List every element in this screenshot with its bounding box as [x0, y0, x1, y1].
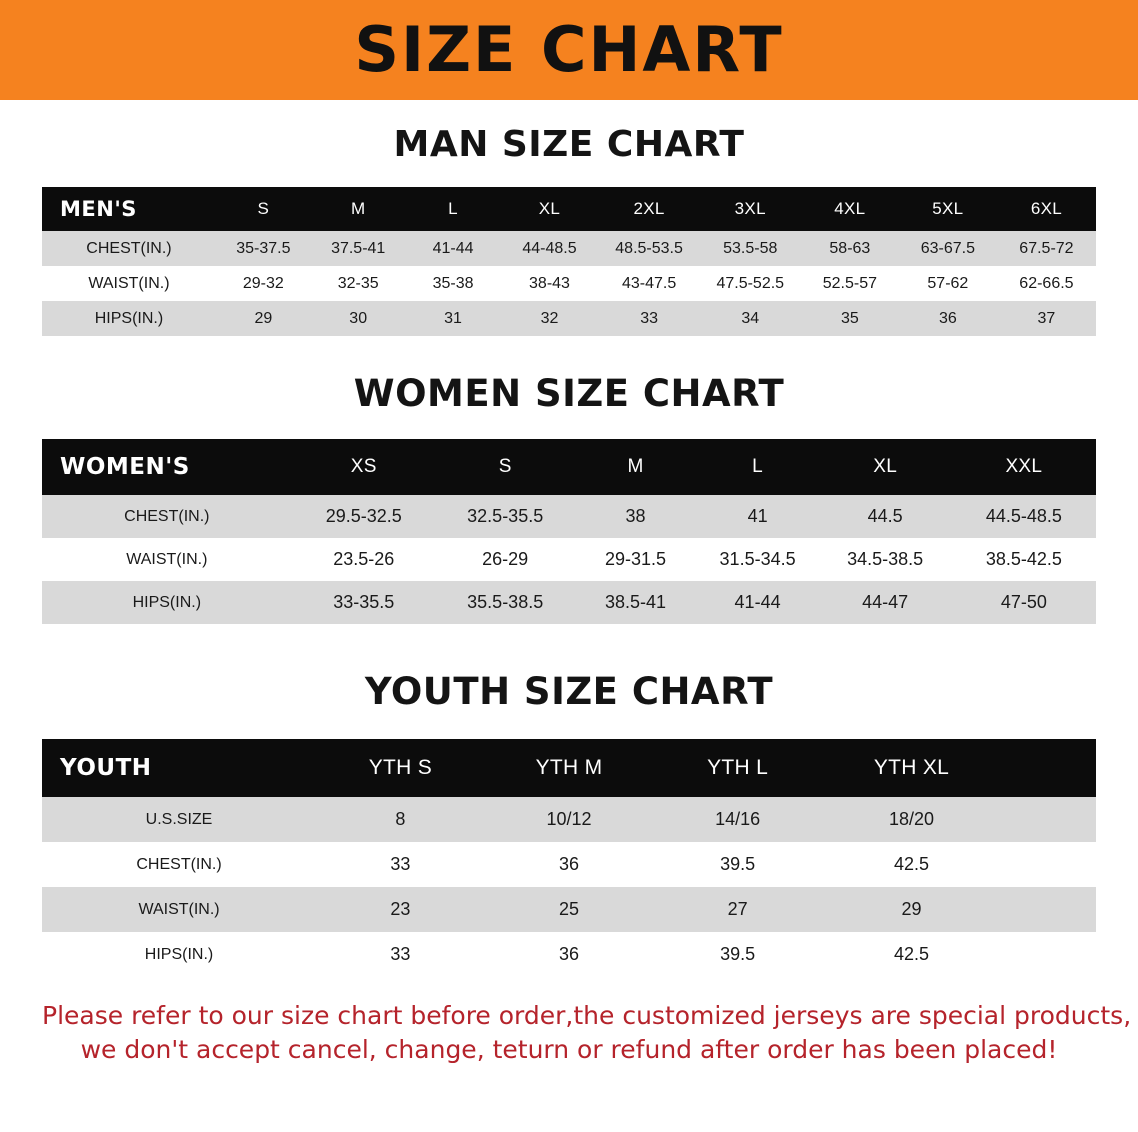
youth-cell: 23	[316, 887, 485, 932]
men-header-cell: 5XL	[899, 187, 997, 231]
men-cell: 52.5-57	[801, 266, 899, 301]
men-header-cell: L	[406, 187, 501, 231]
men-cell: 35-37.5	[216, 231, 311, 266]
women-cell: 44.5-48.5	[952, 495, 1096, 538]
youth-cell: 39.5	[653, 842, 822, 887]
men-cell: 32-35	[311, 266, 406, 301]
table-row	[42, 932, 1096, 977]
men-cell: 63-67.5	[899, 231, 997, 266]
youth-cell-spacer	[1001, 797, 1096, 842]
men-cell: 57-62	[899, 266, 997, 301]
women-cell: 44.5	[819, 495, 952, 538]
men-cell: 30	[311, 301, 406, 336]
page-title: SIZE CHART	[354, 13, 784, 86]
table-row	[42, 797, 1096, 842]
men-cell: 37	[997, 301, 1096, 336]
youth-cell: 25	[485, 887, 654, 932]
women-cell: 33-35.5	[292, 581, 436, 624]
youth-header-cell: YOUTH	[42, 739, 316, 797]
women-header-cell: WOMEN'S	[42, 439, 292, 495]
women-cell: 32.5-35.5	[436, 495, 575, 538]
page-banner	[0, 0, 1138, 100]
youth-cell: 33	[316, 842, 485, 887]
women-cell: 34.5-38.5	[819, 538, 952, 581]
women-cell: 44-47	[819, 581, 952, 624]
men-cell: 35-38	[406, 266, 501, 301]
men-cell: 43-47.5	[599, 266, 700, 301]
women-cell: 29-31.5	[575, 538, 697, 581]
men-header-cell: 2XL	[599, 187, 700, 231]
youth-row-label: CHEST(IN.)	[42, 842, 316, 887]
men-cell: 41-44	[406, 231, 501, 266]
disclaimer-line-2: we don't accept cancel, change, teturn or refund after order has been placed!	[80, 1034, 1058, 1064]
youth-cell: 36	[485, 932, 654, 977]
women-header-cell: S	[436, 439, 575, 495]
men-cell: 35	[801, 301, 899, 336]
women-cell: 29.5-32.5	[292, 495, 436, 538]
women-cell: 41-44	[697, 581, 819, 624]
men-header-cell: 6XL	[997, 187, 1096, 231]
men-cell: 37.5-41	[311, 231, 406, 266]
women-header-cell: L	[697, 439, 819, 495]
table-row	[42, 266, 1096, 301]
youth-cell-spacer	[1001, 887, 1096, 932]
men-cell: 32	[500, 301, 598, 336]
men-cell: 29	[216, 301, 311, 336]
table-row	[42, 301, 1096, 336]
men-row-label: CHEST(IN.)	[42, 231, 216, 266]
men-row-label: HIPS(IN.)	[42, 301, 216, 336]
men-cell: 34	[700, 301, 801, 336]
youth-header-cell: YTH L	[653, 739, 822, 797]
women-header-cell: XXL	[952, 439, 1096, 495]
women-cell: 38	[575, 495, 697, 538]
table-row	[42, 842, 1096, 887]
youth-cell: 33	[316, 932, 485, 977]
women-table-wrap	[0, 439, 1138, 624]
men-cell: 38-43	[500, 266, 598, 301]
table-header-row	[42, 187, 1096, 231]
youth-table-wrap	[0, 739, 1138, 977]
women-cell: 26-29	[436, 538, 575, 581]
youth-cell: 14/16	[653, 797, 822, 842]
youth-row-label: U.S.SIZE	[42, 797, 316, 842]
women-cell: 38.5-42.5	[952, 538, 1096, 581]
disclaimer-line-1: Please refer to our size chart before order,the customized jerseys are special products,	[42, 1001, 1132, 1030]
men-cell: 48.5-53.5	[599, 231, 700, 266]
men-cell: 67.5-72	[997, 231, 1096, 266]
men-table-wrap	[0, 187, 1138, 336]
women-cell: 47-50	[952, 581, 1096, 624]
women-row-label: WAIST(IN.)	[42, 538, 292, 581]
women-header-cell: M	[575, 439, 697, 495]
youth-cell: 8	[316, 797, 485, 842]
men-header-cell: 4XL	[801, 187, 899, 231]
youth-cell-spacer	[1001, 842, 1096, 887]
men-cell: 29-32	[216, 266, 311, 301]
women-row-label: HIPS(IN.)	[42, 581, 292, 624]
men-header-cell: S	[216, 187, 311, 231]
men-cell: 36	[899, 301, 997, 336]
women-row-label: CHEST(IN.)	[42, 495, 292, 538]
table-row	[42, 581, 1096, 624]
youth-section-title: YOUTH SIZE CHART	[364, 670, 774, 713]
table-row	[42, 538, 1096, 581]
men-header-cell: 3XL	[700, 187, 801, 231]
disclaimer-note	[0, 999, 1138, 1067]
youth-cell: 27	[653, 887, 822, 932]
youth-cell: 42.5	[822, 932, 1001, 977]
men-cell: 53.5-58	[700, 231, 801, 266]
women-section-title: WOMEN SIZE CHART	[353, 372, 785, 415]
men-cell: 62-66.5	[997, 266, 1096, 301]
men-header-cell: M	[311, 187, 406, 231]
women-cell: 38.5-41	[575, 581, 697, 624]
youth-header-cell: YTH S	[316, 739, 485, 797]
women-header-cell: XS	[292, 439, 436, 495]
women-cell: 35.5-38.5	[436, 581, 575, 624]
men-header-cell: XL	[500, 187, 598, 231]
men-section-title: MAN SIZE CHART	[393, 124, 745, 165]
table-row	[42, 887, 1096, 932]
men-cell: 44-48.5	[500, 231, 598, 266]
youth-size-table	[42, 739, 1096, 977]
men-cell: 31	[406, 301, 501, 336]
youth-cell: 42.5	[822, 842, 1001, 887]
men-cell: 58-63	[801, 231, 899, 266]
youth-header-spacer	[1001, 739, 1096, 797]
men-header-cell: MEN'S	[42, 187, 216, 231]
youth-cell: 36	[485, 842, 654, 887]
women-cell: 31.5-34.5	[697, 538, 819, 581]
table-header-row	[42, 739, 1096, 797]
youth-row-label: WAIST(IN.)	[42, 887, 316, 932]
men-size-table	[42, 187, 1096, 336]
youth-cell-spacer	[1001, 932, 1096, 977]
men-row-label: WAIST(IN.)	[42, 266, 216, 301]
youth-cell: 18/20	[822, 797, 1001, 842]
women-header-cell: XL	[819, 439, 952, 495]
women-size-table	[42, 439, 1096, 624]
youth-header-cell: YTH M	[485, 739, 654, 797]
youth-row-label: HIPS(IN.)	[42, 932, 316, 977]
table-header-row	[42, 439, 1096, 495]
table-row	[42, 495, 1096, 538]
youth-header-cell: YTH XL	[822, 739, 1001, 797]
table-row	[42, 231, 1096, 266]
youth-cell: 10/12	[485, 797, 654, 842]
men-cell: 47.5-52.5	[700, 266, 801, 301]
men-cell: 33	[599, 301, 700, 336]
women-cell: 23.5-26	[292, 538, 436, 581]
youth-cell: 39.5	[653, 932, 822, 977]
women-cell: 41	[697, 495, 819, 538]
youth-cell: 29	[822, 887, 1001, 932]
